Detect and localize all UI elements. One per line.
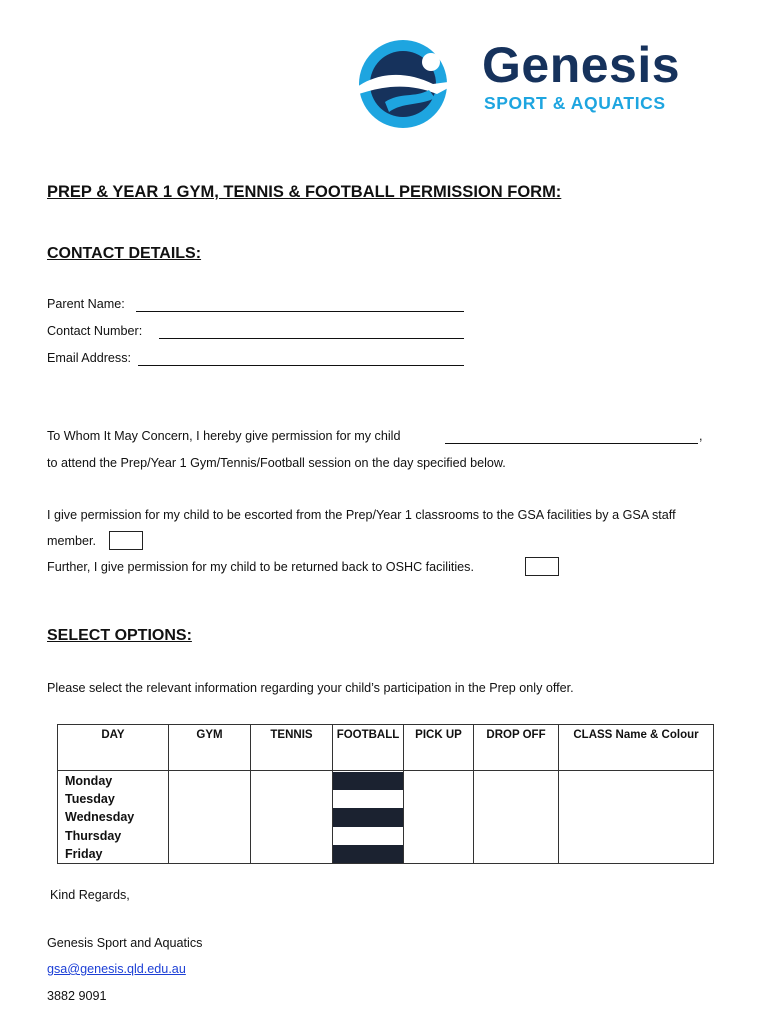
contact-number-input[interactable] [159,338,464,339]
football-thursday[interactable] [333,827,403,845]
day-tuesday: Tuesday [65,792,115,807]
email-address-label: Email Address: [47,351,131,365]
contact-number-label: Contact Number: [47,324,143,338]
options-intro: Please select the relevant information regarding your child’s participation in the Prep only offer. [47,681,574,695]
day-list [58,771,169,864]
return-checkbox[interactable] [525,557,559,576]
permission-text: To Whom It May Concern, I hereby give permission for my child [47,429,401,443]
football-monday-unavailable [333,772,403,790]
football-tuesday[interactable] [333,790,403,808]
gym-cell[interactable] [169,771,251,864]
header-gym: GYM [169,725,251,771]
header-day: DAY [58,725,169,771]
closing-regards: Kind Regards, [50,888,130,902]
header-dropoff: DROP OFF [474,725,559,771]
day-wednesday: Wednesday [65,810,135,825]
dropoff-cell[interactable] [474,771,559,864]
header-class: CLASS Name & Colour [559,725,714,771]
football-wednesday-unavailable [333,808,403,826]
brand-name: Genesis [482,37,681,93]
permission-comma: , [699,429,703,443]
escort-text-2: member. [47,534,96,548]
pickup-cell[interactable] [404,771,474,864]
class-cell[interactable] [559,771,714,864]
escort-checkbox[interactable] [109,531,143,550]
email-link[interactable]: gsa@genesis.qld.edu.au [47,962,186,976]
header-football: FOOTBALL [333,725,404,771]
football-day-cells [333,772,403,863]
contact-heading: CONTACT DETAILS: [47,245,202,262]
permission-text-2: to attend the Prep/Year 1 Gym/Tennis/Football session on the day specified below. [47,456,506,470]
swimmer-logo-icon [345,32,485,132]
table-body-row [58,771,714,864]
day-friday: Friday [65,846,103,861]
child-name-input[interactable] [445,443,698,444]
email-address-input[interactable] [138,365,464,366]
options-heading: SELECT OPTIONS: [47,627,192,644]
day-monday: Monday [65,773,113,788]
closing-org: Genesis Sport and Aquatics [47,936,203,950]
escort-text: I give permission for my child to be escorted from the Prep/Year 1 classrooms to the GSA facilities by a GSA staff [47,508,676,522]
football-friday-unavailable [333,845,403,863]
tennis-cell[interactable] [251,771,333,864]
phone-number: 3882 9091 [47,989,107,1003]
football-cell[interactable] [333,771,404,864]
day-thursday: Thursday [65,828,122,843]
parent-name-input[interactable] [136,311,464,312]
form-title: PREP & YEAR 1 GYM, TENNIS & FOOTBALL PERMISSION FORM: [47,183,562,201]
parent-name-label: Parent Name: [47,297,125,311]
options-table [57,724,714,864]
table-header-row [58,725,714,771]
brand-subtitle: SPORT & AQUATICS [484,93,666,113]
header-tennis: TENNIS [251,725,333,771]
header-pickup: PICK UP [404,725,474,771]
return-text: Further, I give permission for my child to be returned back to OSHC facilities. [47,560,474,574]
